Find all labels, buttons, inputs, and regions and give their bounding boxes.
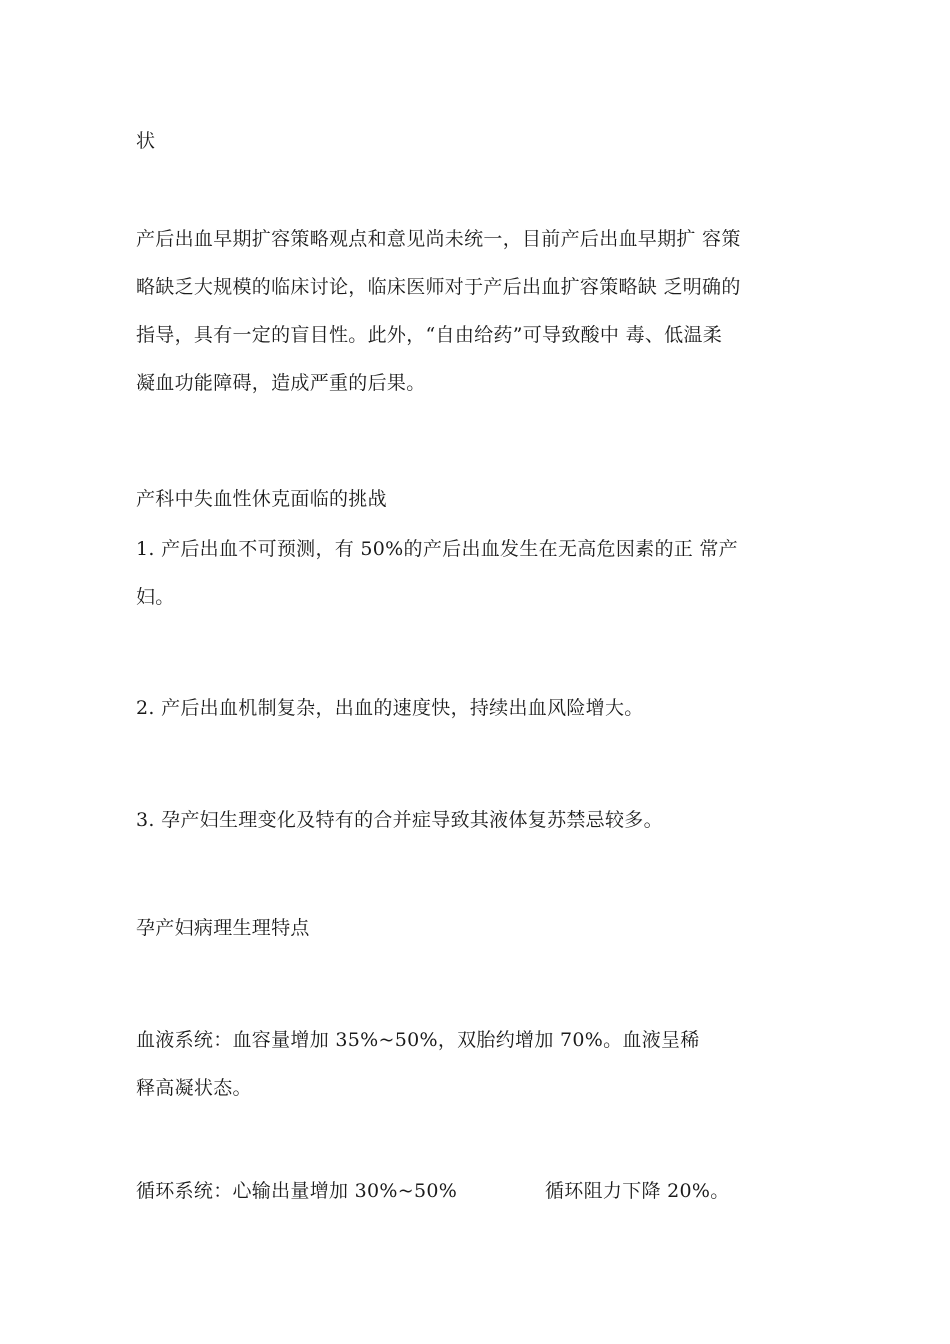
intro-line-4: 凝血功能障碍，造成严重的后果。 [136, 372, 426, 394]
challenge-1-line-2: 妇。 [136, 586, 175, 608]
intro-line-3: 指导，具有一定的盲目性。此外，“自由给药”可导致酸中 毒、低温柔 [136, 324, 723, 346]
circulation-system-left: 循环系统：心输出量增加 30%~50% [136, 1180, 458, 1202]
section-heading-pathophysiology: 孕产妇病理生理特点 [136, 917, 310, 939]
section-heading-challenges: 产科中失血性休克面临的挑战 [136, 488, 387, 510]
blood-system-line-2: 释高凝状态。 [136, 1077, 252, 1099]
intro-line-2: 略缺乏大规模的临床讨论，临床医师对于产后出血扩容策略缺 乏明确的 [136, 276, 741, 298]
fragment-line: 状 [136, 130, 156, 152]
challenge-item-1 [136, 525, 816, 621]
blood-system-line-1: 血液系统：血容量增加 35%~50%，双胎约增加 70%。血液呈稀 [136, 1029, 700, 1051]
challenge-item-2: 2. 产后出血机制复杂，出血的速度快，持续出血风险增大。 [136, 697, 644, 719]
challenge-item-3: 3. 孕产妇生理变化及特有的合并症导致其液体复苏禁忌较多。 [136, 809, 663, 831]
circulation-system-right: 循环阻力下降 20%。 [545, 1180, 730, 1202]
blood-system-paragraph [136, 1016, 816, 1112]
intro-paragraph [136, 215, 816, 407]
intro-line-1: 产后出血早期扩容策略观点和意见尚未统一，目前产后出血早期扩 容策 [136, 228, 741, 250]
challenge-1-line-1: 1. 产后出血不可预测，有 50%的产后出血发生在无高危因素的正 常产 [136, 538, 738, 560]
